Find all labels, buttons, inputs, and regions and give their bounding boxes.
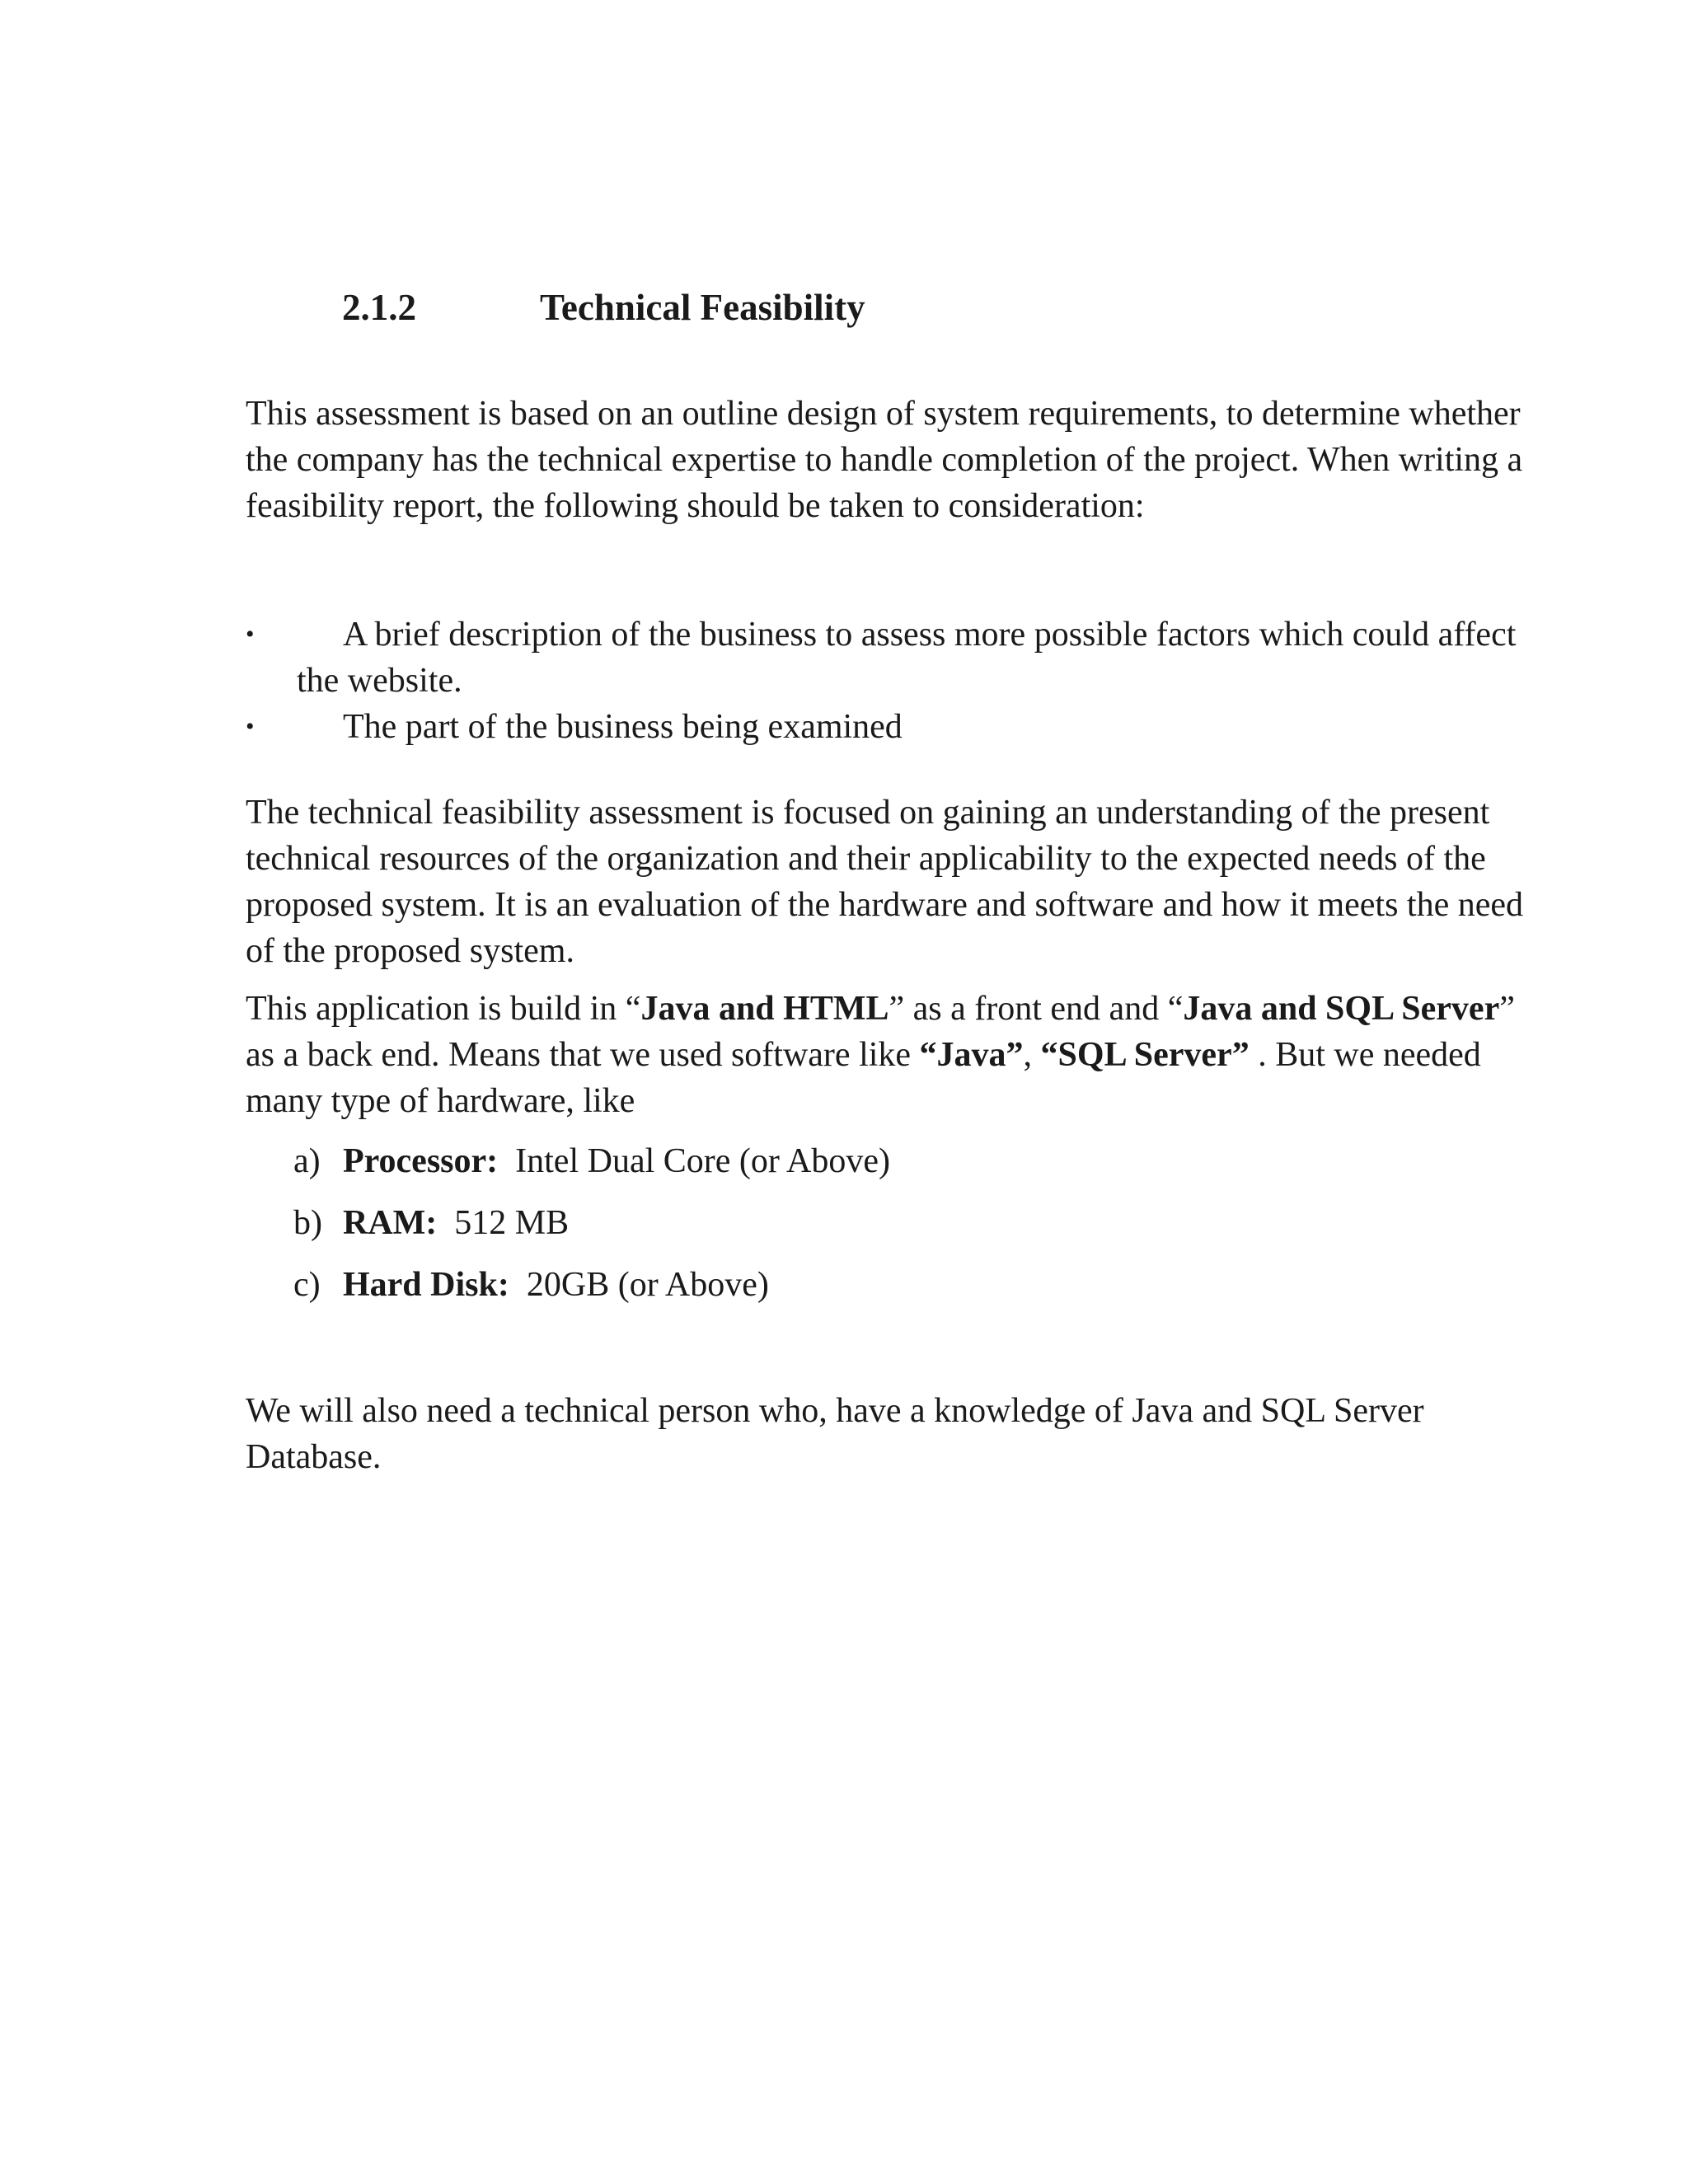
section-title: Technical Feasibility <box>540 287 865 328</box>
intro-paragraph <box>246 391 1531 529</box>
list-marker: c) <box>293 1266 321 1304</box>
bold-run: “SQL Server” <box>1040 1036 1250 1074</box>
list-item <box>246 612 1531 704</box>
list-item <box>246 1262 1531 1324</box>
list-item <box>246 1138 1531 1200</box>
hardware-key: Hard Disk: <box>343 1266 509 1304</box>
hardware-list <box>246 1138 1531 1324</box>
assessment-paragraph-text: The technical feasibility assessment is focused on gaining an understanding of the present technical resources of the organization and their applicability to the expected needs of the proposed system. It is an evaluation of the hardware and software and how it meets the need of the proposed system. <box>246 794 1524 970</box>
bold-run: Java and SQL Server <box>1183 990 1500 1028</box>
section-heading <box>342 283 865 332</box>
hardware-key: Processor: <box>343 1142 499 1180</box>
section-number: 2.1.2 <box>342 287 416 328</box>
bold-run: Java and HTML <box>640 990 889 1028</box>
text-run: This application is build in “ <box>246 990 641 1028</box>
hardware-value: 512 MB <box>454 1204 570 1242</box>
bold-run: “Java” <box>919 1036 1024 1074</box>
intro-paragraph-text: This assessment is based on an outline design of system requirements, to determine whether the company has the technical expertise to handle completion of the project. When writing a feasibility report, the following should be taken to consideration: <box>246 395 1523 525</box>
bullet-marker: • <box>246 713 255 740</box>
bullet-text: The part of the business being examined <box>343 708 903 746</box>
list-item <box>246 704 1531 750</box>
application-paragraph <box>246 986 1531 1124</box>
list-marker: b) <box>293 1204 322 1242</box>
hardware-value: 20GB (or Above) <box>526 1266 769 1304</box>
text-run: ” as a front end and “ <box>889 990 1184 1028</box>
list-item <box>246 1200 1531 1262</box>
closing-paragraph-text: We will also need a technical person who, have a knowledge of Java and SQL Server Database. <box>246 1392 1424 1476</box>
list-marker: a) <box>293 1142 321 1180</box>
text-run: ” as a back end. Means that we used software like <box>246 990 1515 1074</box>
bullet-list <box>246 612 1531 750</box>
assessment-paragraph <box>246 790 1531 974</box>
bullet-marker: • <box>246 621 255 648</box>
application-paragraph-text <box>246 986 1531 1124</box>
hardware-key: RAM: <box>343 1204 438 1242</box>
bullet-text: A brief description of the business to assess more possible factors which could affect the website. <box>297 616 1517 700</box>
text-run: . But we needed many type of hardware, like <box>246 1036 1481 1120</box>
closing-paragraph <box>246 1388 1531 1480</box>
hardware-value: Intel Dual Core (or Above) <box>515 1142 891 1180</box>
text-run: , <box>1023 1036 1041 1074</box>
